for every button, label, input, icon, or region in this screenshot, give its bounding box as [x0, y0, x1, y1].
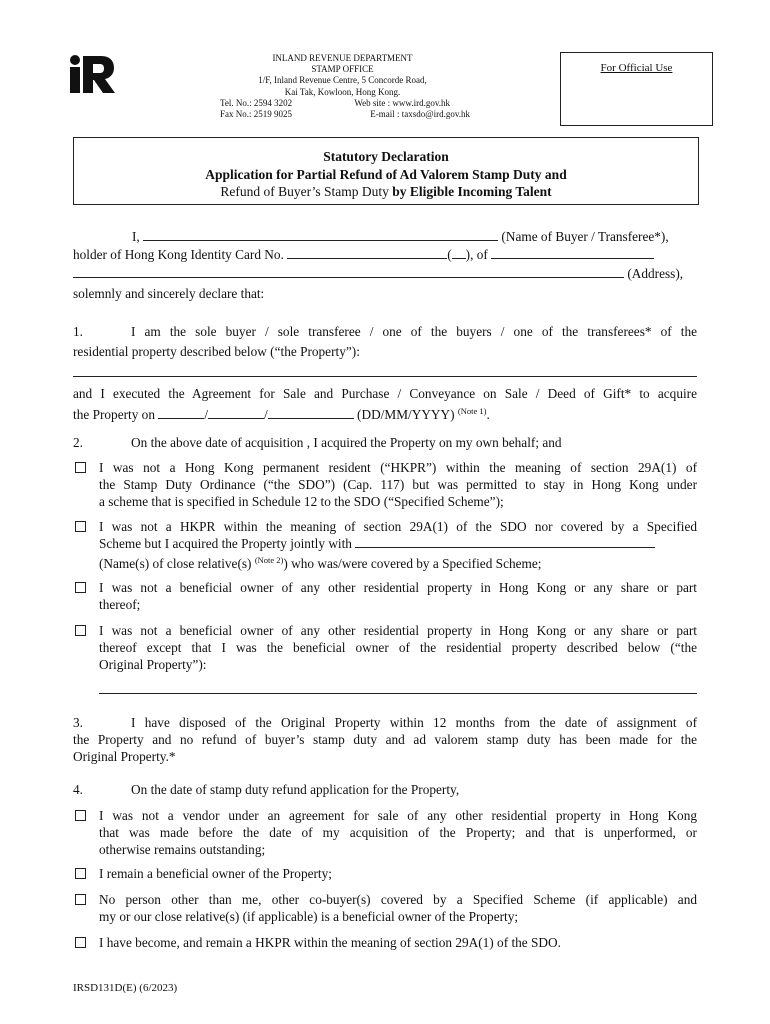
original-property-field[interactable] [99, 681, 697, 694]
email: E-mail : taxsdo@ird.gov.hk [370, 109, 470, 120]
s4-item-b: I remain a beneficial owner of the Property; [99, 866, 332, 881]
s3-line-2: the Property and no refund of buyer’s stamp duty and ad valorem stamp duty has been made for the [73, 732, 697, 747]
ird-logo [69, 54, 115, 94]
title-line-3a: Refund of Buyer’s Stamp Duty [220, 184, 389, 199]
s2-checkbox-a[interactable] [75, 462, 86, 473]
tel-number: Tel. No.: 2594 3202 [220, 97, 293, 108]
s4-a-line-2: that was made before the date of my acquisition of the Property; and that is unperformed, or [99, 825, 697, 840]
s1-line-3: and I executed the Agreement for Sale and Purchase / Conveyance on Sale / Deed of Gift* to acquire [73, 386, 697, 401]
dept-line: STAMP OFFICE [311, 64, 374, 75]
s4-checkbox-b[interactable] [75, 868, 86, 879]
address-label: (Address), [624, 266, 684, 281]
s2-b-line-3a: (Name(s) of close relative(s) [99, 556, 255, 571]
s2-item-a [99, 459, 697, 510]
s2-b-line-2: Scheme but I acquired the Property jointly with [99, 536, 352, 551]
s3-paragraph [73, 714, 697, 765]
s2-d-line-2: thereof except that I was the beneficial owner of the residential property described below (“the [99, 640, 697, 655]
s2-item-b [99, 518, 697, 572]
s4-text: On the date of stamp duty refund application for the Property, [131, 782, 460, 797]
s2-b-line-3b: ) who was/were covered by a Specified Scheme; [283, 556, 542, 571]
dept-line: INLAND REVENUE DEPARTMENT [272, 53, 413, 63]
hkid-check-digit-field[interactable] [452, 246, 466, 259]
s3-line-3: Original Property.* [73, 749, 176, 764]
s2-number: 2. [73, 435, 83, 450]
s4-a-line-3: otherwise remains outstanding; [99, 842, 266, 857]
hkid-field[interactable] [287, 246, 447, 259]
note-2-ref: (Note 2) [254, 555, 284, 565]
date-dd-field[interactable] [158, 406, 204, 419]
s4-checkbox-c[interactable] [75, 894, 86, 905]
of-label: ), of [465, 247, 488, 262]
intro-line-3 [73, 265, 683, 282]
holder-label: holder of Hong Kong Identity Card No. [73, 247, 284, 262]
intro-line-1 [73, 228, 669, 245]
s2-item-d [99, 622, 697, 673]
date-slash: / [204, 407, 209, 422]
property-description-field[interactable] [73, 364, 697, 377]
s1-line-2: residential property described below (“the Property”): [73, 344, 360, 359]
dept-line: Kai Tak, Kowloon, Hong Kong. [284, 86, 401, 97]
s1-line-1 [73, 323, 697, 340]
s2-line-1 [73, 434, 562, 451]
s1-text-1: I am the sole buyer / sole transferee / one of the buyers / one of the transferees* of the [131, 324, 697, 339]
s4-checkbox-d[interactable] [75, 937, 86, 948]
s3-line-1: I have disposed of the Original Property within 12 months from the date of assignment of [131, 715, 697, 730]
s2-checkbox-d[interactable] [75, 625, 86, 636]
date-format-label: (DD/MM/YYYY) [353, 407, 458, 422]
solemnly-line: solemnly and sincerely declare that: [73, 286, 265, 301]
period: . [486, 407, 490, 422]
s4-c-line-2: my or our close relative(s) (if applicable) is a beneficial owner of the Property; [99, 909, 519, 924]
s1-number: 1. [73, 324, 83, 339]
s3-number: 3. [73, 715, 83, 730]
s1-property-on: the Property on [73, 407, 155, 422]
s4-item-c [99, 891, 697, 925]
official-use-box [560, 52, 713, 126]
fax-number: Fax No.: 2519 9025 [220, 109, 292, 120]
s2-a-line-2: the Stamp Duty Ordinance (“the SDO”) (Cap. 117) but was permitted to stay in Hong Kong under [99, 477, 697, 492]
name-label: (Name of Buyer / Transferee*), [498, 229, 669, 244]
s2-c-line-2: thereof; [99, 597, 141, 612]
form-code: IRSD131D(E) (6/2023) [73, 982, 178, 994]
title-line-2: Application for Partial Refund of Ad Valorem Stamp Duty and [205, 166, 567, 182]
title-line-1: Statutory Declaration [323, 149, 449, 164]
s4-checkbox-a[interactable] [75, 810, 86, 821]
s4-item-a [99, 807, 697, 858]
official-use-label: For Official Use [600, 62, 673, 74]
note-1-ref: (Note 1) [457, 406, 487, 416]
s2-d-line-3: Original Property”): [99, 657, 207, 672]
website: Web site : www.ird.gov.hk [354, 97, 450, 108]
s4-c-line-1: No person other than me, other co-buyer(s) covered by a Specified Scheme (if applicable) and [99, 892, 697, 907]
department-address [200, 53, 485, 120]
date-slash: / [264, 407, 268, 422]
address-field-2[interactable] [73, 265, 624, 278]
s2-a-line-3: a scheme that is specified in Schedule 12 to the SDO (“Specified Scheme”); [99, 494, 504, 509]
close-relative-name-field[interactable] [355, 535, 655, 548]
date-mm-field[interactable] [208, 406, 264, 419]
address-field-1[interactable] [491, 246, 654, 259]
date-yyyy-field[interactable] [268, 406, 354, 419]
s2-b-line-1: I was not a HKPR within the meaning of section 29A(1) of the SDO nor covered by a Specified [99, 519, 697, 534]
buyer-name-field[interactable] [143, 228, 498, 241]
s2-a-line-1: I was not a Hong Kong permanent resident (“HKPR”) within the meaning of section 29A(1) of [99, 460, 697, 475]
intro-line-2 [73, 246, 654, 263]
s2-c-line-1: I was not a beneficial owner of any other residential property in Hong Kong or any share or part [99, 580, 697, 595]
s2-checkbox-c[interactable] [75, 582, 86, 593]
intro-i: I, [132, 229, 140, 244]
title-box [73, 137, 699, 205]
s2-d-line-1: I was not a beneficial owner of any other residential property in Hong Kong or any share or part [99, 623, 697, 638]
paren-open: ( [447, 247, 452, 262]
s1-line-4 [73, 403, 490, 423]
s2-item-c [99, 579, 697, 613]
title-line-3b: by Eligible Incoming Talent [388, 184, 552, 199]
s4-number: 4. [73, 782, 83, 797]
s2-checkbox-b[interactable] [75, 521, 86, 532]
s4-line-1 [73, 781, 459, 798]
s4-a-line-1: I was not a vendor under an agreement for sale of any other residential property in Hong Kong [99, 808, 697, 823]
dept-line: 1/F, Inland Revenue Centre, 5 Concorde Road, [258, 75, 427, 86]
s2-text: On the above date of acquisition , I acquired the Property on my own behalf; and [131, 435, 562, 450]
s4-item-d: I have become, and remain a HKPR within the meaning of section 29A(1) of the SDO. [99, 935, 561, 950]
